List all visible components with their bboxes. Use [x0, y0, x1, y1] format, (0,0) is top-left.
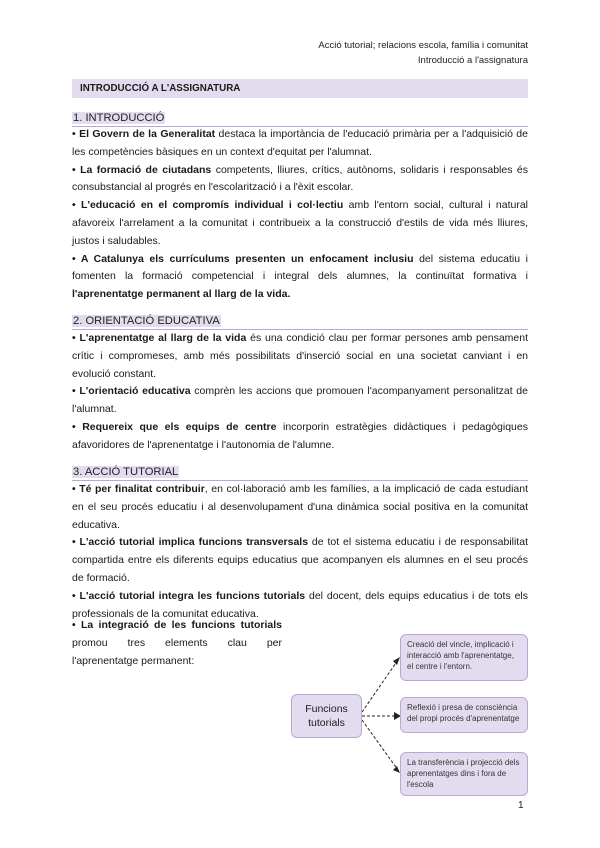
paragraph: • L'acció tutorial integra les funcions tutorials del docent, dels equips educatius i de tots els professionals de la comunitat educativa. — [72, 589, 528, 620]
paragraph: • L'educació en el compromís individual i col·lectiu amb l'entorn social, cultural i natural afavoreix l'arrelament a la comunitat i contribueix a la construcció d'estils de vida més lliures, justos i saludables. — [72, 199, 528, 247]
paragraph: • L'aprenentatge al llarg de la vida és una condició clau per formar persones amb pensament crític i compromeses, amb més possibilitats d'inserció social en una societat canviant i en evolució constant. — [72, 332, 528, 380]
diagram-center-node: Funcions tutorials — [291, 694, 362, 738]
diagram-node: La transferència i projecció dels aprenentatges dins i fora de l'escola — [400, 752, 528, 796]
diagram-node: Creació del vincle, implicació i interacció amb l'aprenentatge, el centre i l'entorn. — [400, 634, 528, 681]
integration-lead: • La integració de les funcions tutorials — [72, 619, 282, 631]
integration-line: promou tres elements clau per — [72, 636, 282, 649]
section-heading-introduccio: 1. INTRODUCCIÓ — [72, 110, 528, 127]
section-3-body — [72, 481, 528, 623]
diagram-node: Reflexió i presa de consciència del propi procés d'aprenentatge — [400, 697, 528, 733]
paragraph: • El Govern de la Generalitat destaca la importància de l'educació primària per a l'adquisició de les competències bàsiques en un context d'equitat per l'alumnat. — [72, 128, 528, 158]
paragraph: • A Catalunya els currículums presenten un enfocament inclusiu del sistema educatiu i fomenten la formació competencial i integral dels alumnes, la continuïtat formativa i l'aprenentatge permanent al llarg de la vida. — [72, 252, 529, 301]
running-header-title: Acció tutorial; relacions escola, família i comunitat — [318, 40, 528, 51]
subject-bar: INTRODUCCIÓ A L'ASSIGNATURA — [72, 79, 528, 98]
arrowhead — [393, 657, 400, 665]
section-2-body — [72, 330, 528, 455]
paragraph: • L'orientació educativa comprèn les accions que promouen l'acompanyament personalitzat de l'alumnat. — [72, 385, 528, 416]
page-number: 1 — [518, 800, 524, 811]
paragraph: • La formació de ciutadans competents, lliures, crítics, autònoms, solidaris i responsables és consubstancial al progrés en l'escolarització i a l'èxit escolar. — [72, 163, 528, 194]
section-1-body — [72, 126, 528, 304]
arrowhead — [393, 766, 400, 773]
section-heading-accio-tutorial: 3. ACCIÓ TUTORIAL — [72, 464, 528, 481]
connector-arrow — [362, 660, 398, 712]
paragraph: • L'acció tutorial implica funcions transversals de tot el sistema educatiu i de responsabilitat compartida entre els diferents equips educatius que acompanyen els alumnes en el seu procés de formació. — [72, 536, 528, 584]
connector-arrow — [362, 720, 398, 770]
integration-paragraph — [72, 617, 282, 670]
running-header-subtitle: Introducció a l'assignatura — [417, 55, 528, 66]
paragraph: • Requereix que els equips de centre incorporin estratègies didàctiques i pedagògiques afavoridores de l'aprenentatge i l'autonomia de l'alumne. — [72, 420, 528, 451]
paragraph: • Té per finalitat contribuir, en col·laboració amb les famílies, a la implicació de cada estudiant en el seu procés educatiu i al desenvolupament d'una dinàmica social positiva en la comunitat educativa. — [72, 483, 528, 531]
section-heading-orientacio: 2. ORIENTACIÓ EDUCATIVA — [72, 313, 528, 330]
integration-line: l'aprenentatge permanent: — [72, 654, 195, 667]
